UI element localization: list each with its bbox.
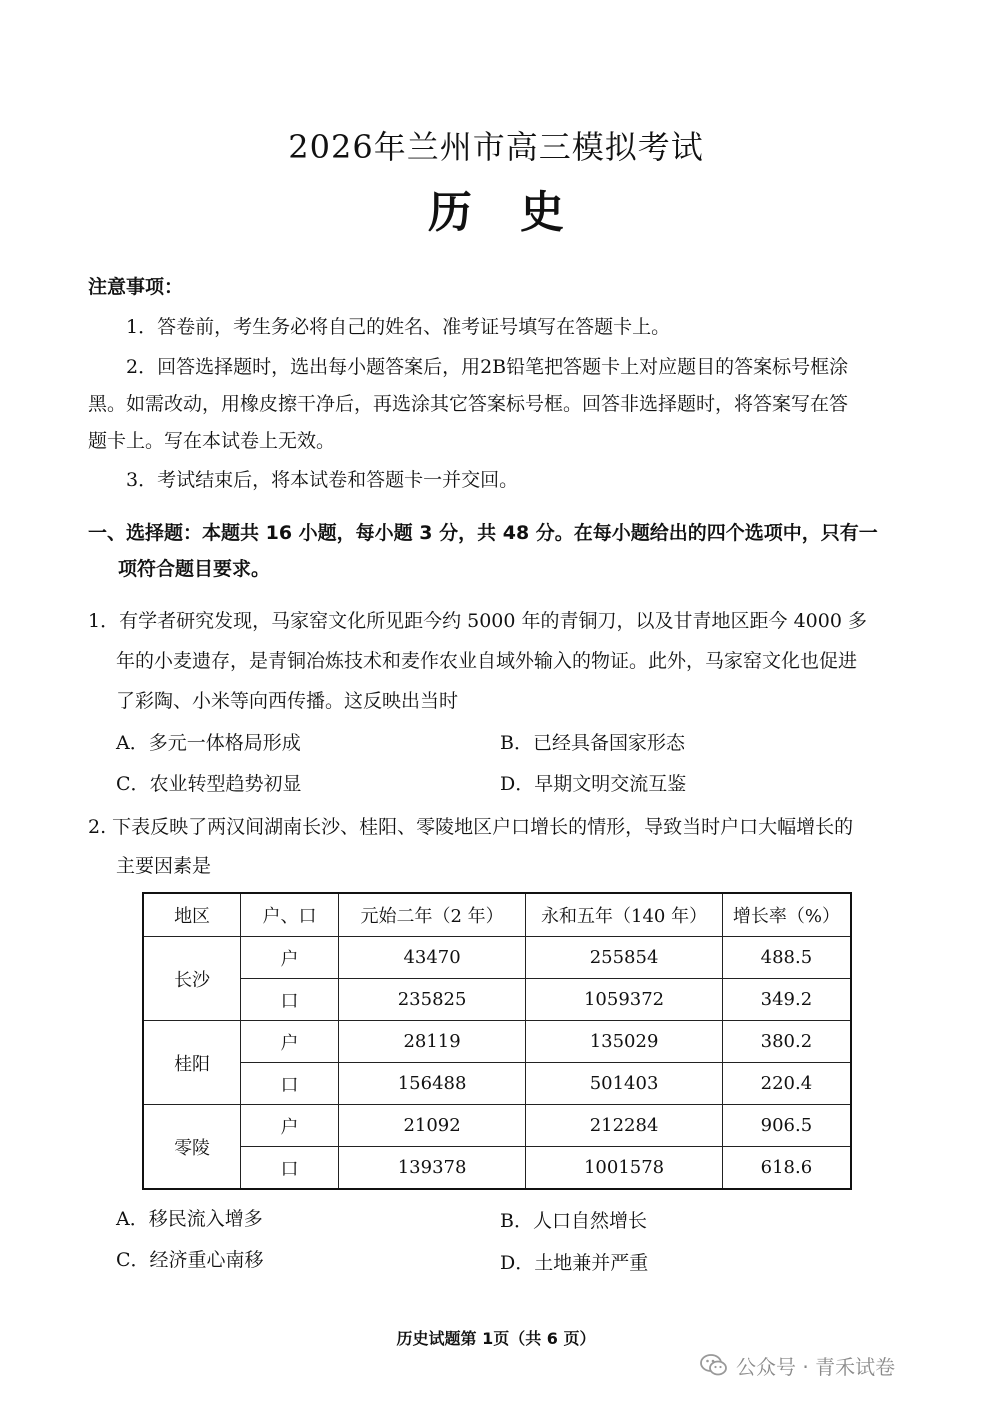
table-cell: 1059372	[526, 979, 722, 1021]
table-header-cell: 增长率（%）	[722, 893, 851, 937]
question-1-option-a: A．多元一体格局形成	[116, 732, 301, 754]
table-cell: 1001578	[526, 1147, 722, 1190]
table-row	[143, 1063, 851, 1105]
population-table	[142, 892, 852, 1190]
question-2-line: 主要因素是	[116, 855, 212, 877]
subject-char-2: 史	[520, 187, 564, 238]
question-1-line: 年的小麦遗存，是青铜冶炼技术和麦作农业自域外输入的物证。此外，马家窑文化也促进	[116, 650, 858, 672]
notice-heading: 注意事项：	[88, 276, 184, 298]
table-cell: 212284	[526, 1105, 722, 1147]
table-cell: 255854	[526, 937, 722, 979]
table-header-cell: 地区	[143, 893, 241, 937]
table-row	[143, 979, 851, 1021]
table-cell: 156488	[338, 1063, 525, 1105]
section-heading: 一、选择题：本题共 16 小题，每小题 3 分，共 48 分。在每小题给出的四个选项中，只有一	[88, 522, 878, 544]
table-header-cell: 永和五年（140 年）	[526, 893, 722, 937]
table-header-row	[143, 893, 851, 937]
watermark-text: 公众号 · 青禾试卷	[736, 1354, 896, 1379]
table-cell: 235825	[338, 979, 525, 1021]
table-cell: 135029	[526, 1021, 722, 1063]
question-1-option-d: D．早期文明交流互鉴	[500, 773, 687, 795]
section-heading: 项符合题目要求。	[118, 558, 271, 580]
table-cell: 349.2	[722, 979, 851, 1021]
table-cell: 43470	[338, 937, 525, 979]
notice-line: 2．回答选择题时，选出每小题答案后，用2B铅笔把答题卡上对应题目的答案标号框涂	[126, 356, 849, 378]
table-row	[143, 1105, 851, 1147]
subject-title	[0, 176, 992, 240]
question-1-line: 1．有学者研究发现，马家窑文化所见距今约 5000 年的青铜刀，以及甘青地区距今 4000 多	[88, 610, 867, 632]
question-2-option-b: B．人口自然增长	[500, 1210, 647, 1232]
table-cell: 220.4	[722, 1063, 851, 1105]
table-cell: 口	[241, 1147, 339, 1190]
table-cell: 618.6	[722, 1147, 851, 1190]
table-cell: 21092	[338, 1105, 525, 1147]
page-footer: 历史试题第 1页（共 6 页）	[396, 1329, 596, 1348]
table-row	[143, 1021, 851, 1063]
watermark	[700, 1350, 970, 1380]
table-cell: 906.5	[722, 1105, 851, 1147]
region-cell: 零陵	[143, 1105, 241, 1190]
table-header-cell: 户、口	[241, 893, 339, 937]
region-cell: 桂阳	[143, 1021, 241, 1105]
table-cell: 501403	[526, 1063, 722, 1105]
table-cell: 户	[241, 1105, 339, 1147]
table-cell: 28119	[338, 1021, 525, 1063]
table-header-cell: 元始二年（2 年）	[338, 893, 525, 937]
table-cell: 户	[241, 937, 339, 979]
question-2-option-d: D．土地兼并严重	[500, 1252, 649, 1274]
question-1-option-b: B．已经具备国家形态	[500, 732, 685, 754]
question-1-option-c: C．农业转型趋势初显	[116, 773, 302, 795]
table-row	[143, 1147, 851, 1190]
table-cell: 口	[241, 979, 339, 1021]
table-row	[143, 937, 851, 979]
notice-line: 3．考试结束后，将本试卷和答题卡一并交回。	[126, 469, 519, 491]
region-cell: 长沙	[143, 937, 241, 1021]
question-2-option-a: A．移民流入增多	[116, 1208, 263, 1230]
notice-line: 1．答卷前，考生务必将自己的姓名、准考证号填写在答题卡上。	[126, 316, 671, 338]
subject-char-1: 历	[428, 187, 472, 238]
question-2-option-c: C．经济重心南移	[116, 1249, 264, 1271]
question-1-line: 了彩陶、小米等向西传播。这反映出当时	[116, 690, 459, 712]
table-cell: 口	[241, 1063, 339, 1105]
notice-line: 黑。如需改动，用橡皮擦干净后，再选涂其它答案标号框。回答非选择题时，将答案写在答	[88, 393, 849, 415]
table-cell: 139378	[338, 1147, 525, 1190]
notice-line: 题卡上。写在本试卷上无效。	[88, 430, 336, 452]
question-2-line: 2. 下表反映了两汉间湖南长沙、桂阳、零陵地区户口增长的情形，导致当时户口大幅增长的	[88, 816, 854, 838]
table-cell: 户	[241, 1021, 339, 1063]
table-cell: 488.5	[722, 937, 851, 979]
wechat-icon	[700, 1353, 728, 1377]
exam-title: 2026年兰州市高三模拟考试	[288, 128, 704, 166]
table-cell: 380.2	[722, 1021, 851, 1063]
